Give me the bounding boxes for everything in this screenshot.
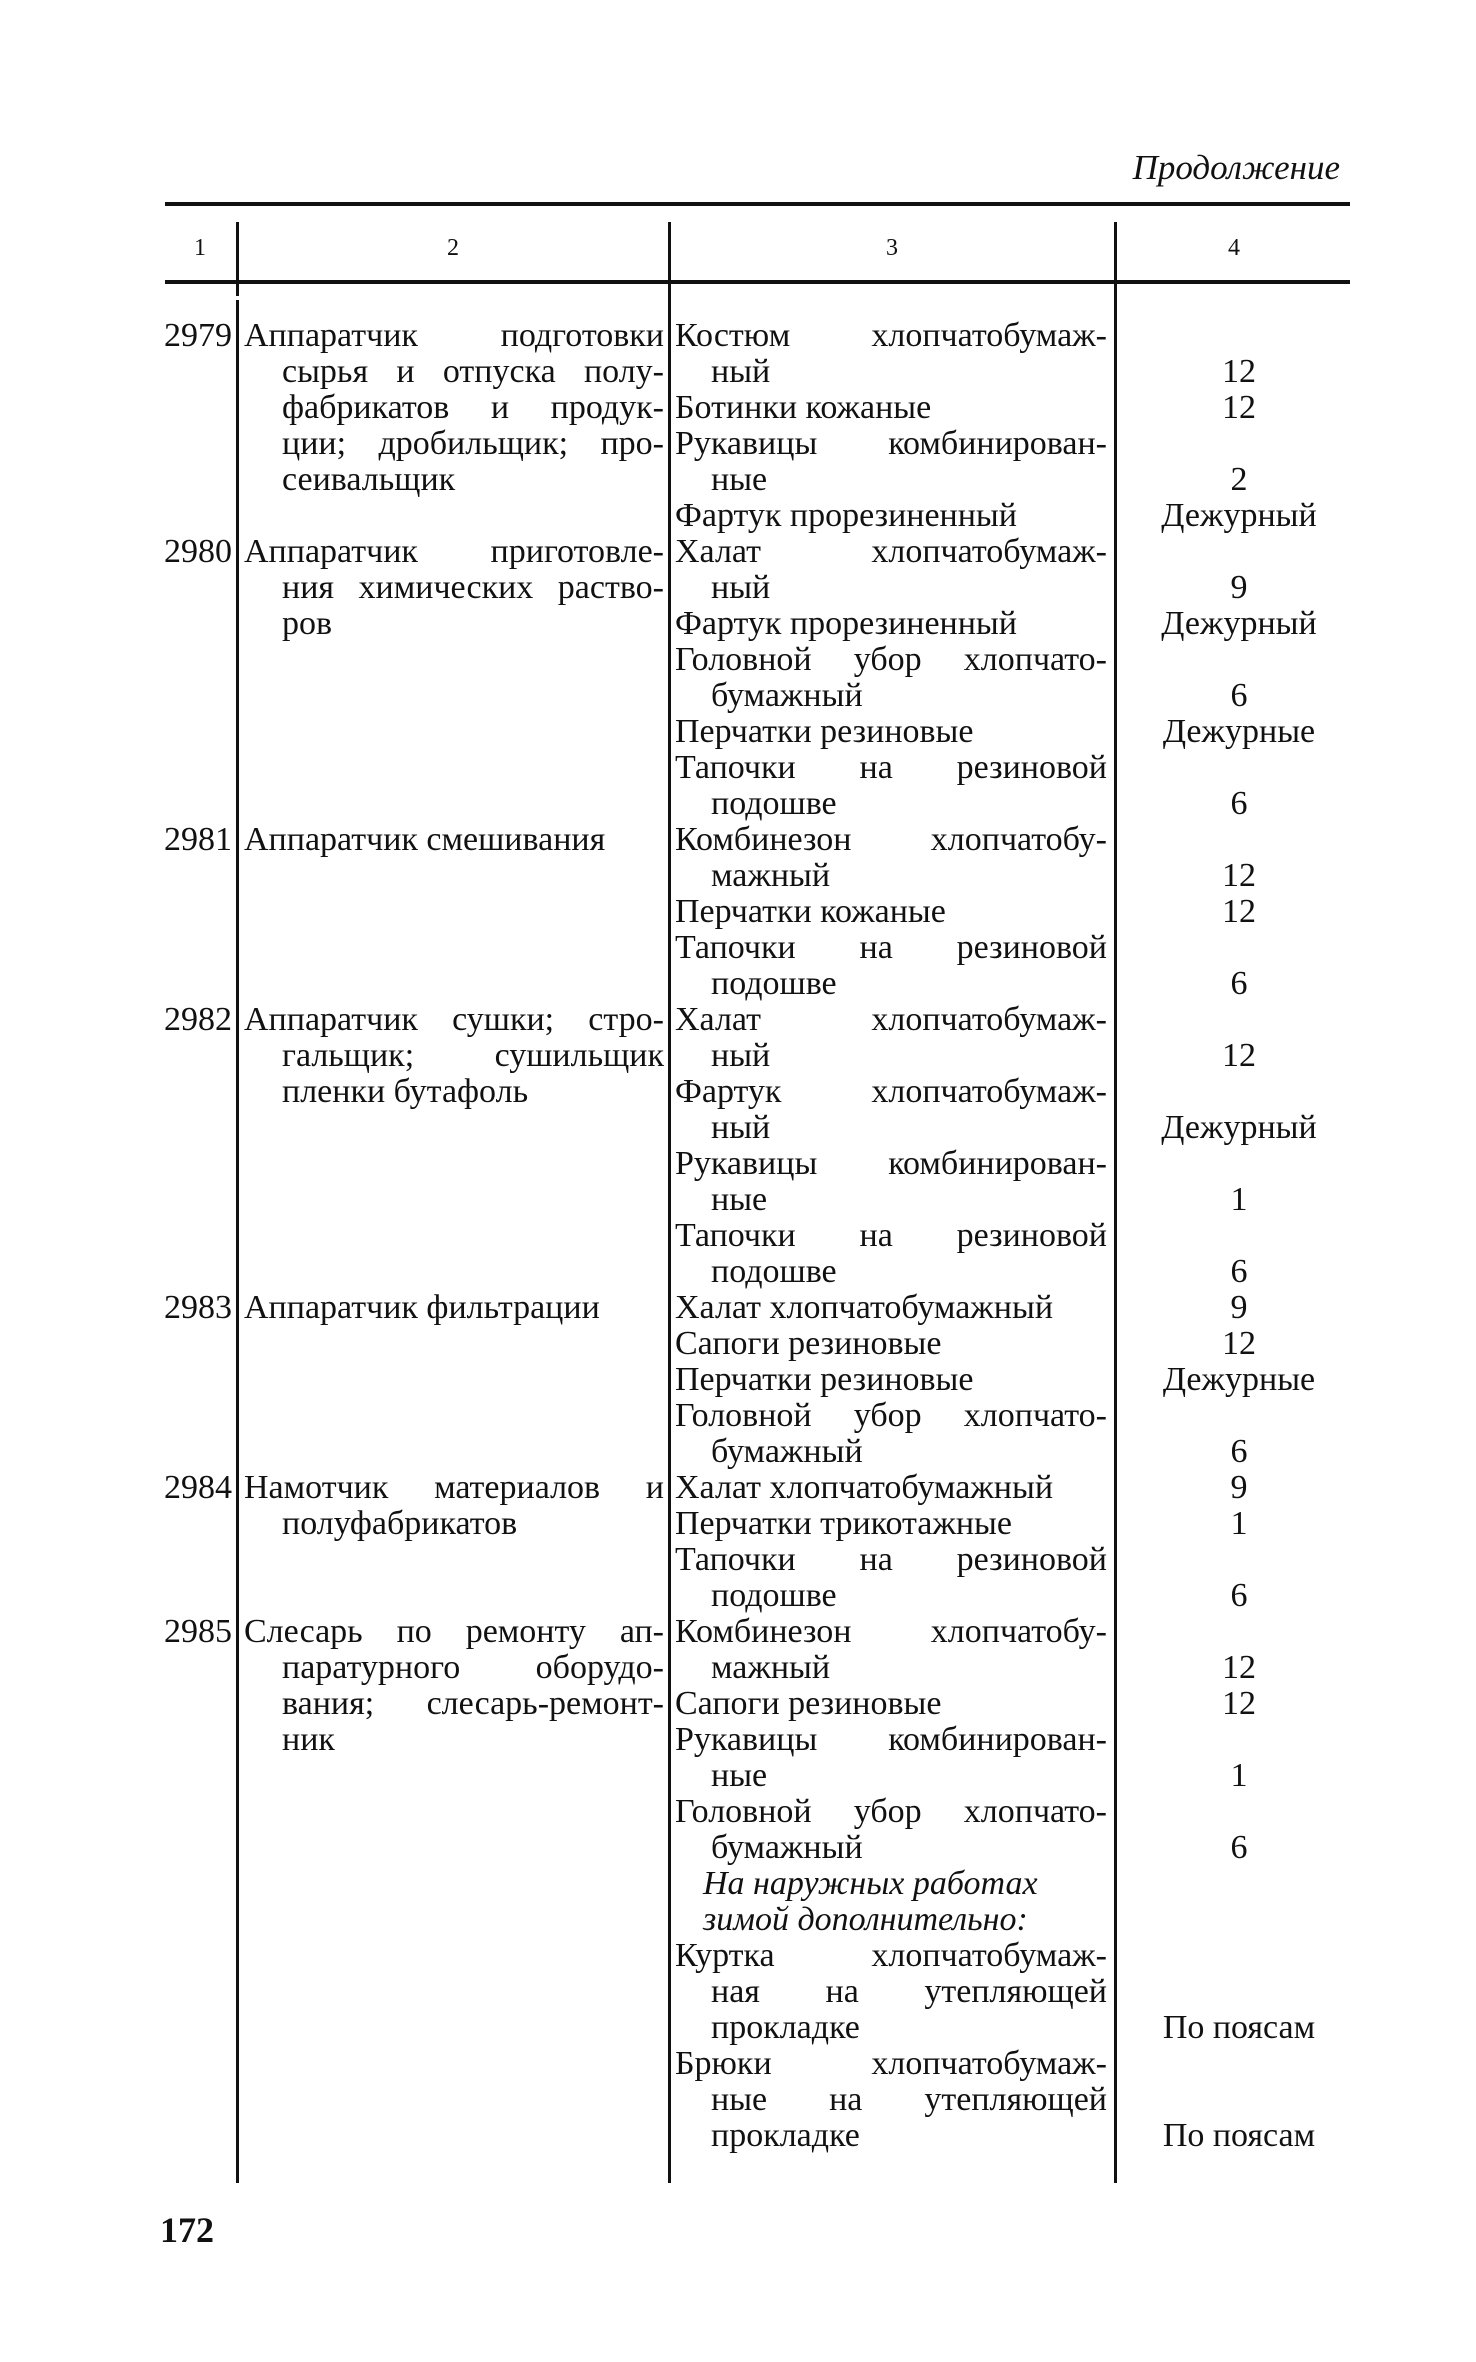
item-line: ный <box>711 1109 771 1146</box>
row-code: 2982 <box>164 1001 232 1038</box>
term-value: По поясам <box>1162 2117 1316 2154</box>
item-line: На наружных работах <box>703 1865 1038 1902</box>
profession-line: ции; дробильщик; про- <box>282 425 664 462</box>
table-top-rule <box>165 202 1350 206</box>
column-header-2: 2 <box>447 235 459 261</box>
profession-line: Аппаратчик смешивания <box>244 821 606 858</box>
item-line: мажный <box>711 1649 831 1686</box>
term-value: Дежурный <box>1161 497 1317 534</box>
item-line: бумажный <box>711 677 863 714</box>
item-line: Сапоги резиновые <box>675 1325 942 1362</box>
term-value: 1 <box>1230 1505 1248 1542</box>
item-line: Фартук прорезиненный <box>675 605 1017 642</box>
term-value: Дежурные <box>1162 713 1316 750</box>
item-line: ный <box>711 569 771 606</box>
item-line: мажный <box>711 857 831 894</box>
term-value: Дежурные <box>1162 1361 1316 1398</box>
item-line: прокладке <box>711 2009 860 2046</box>
page-number: 172 <box>160 2210 214 2250</box>
item-line: Тапочки на резиновой <box>675 749 1107 786</box>
term-value: 1 <box>1230 1757 1248 1794</box>
term-value: 12 <box>1222 1037 1256 1074</box>
item-line: Головной убор хлопчато- <box>675 1397 1107 1434</box>
item-line: подошве <box>711 965 837 1002</box>
item-line: ные <box>711 1181 768 1218</box>
item-line: ный <box>711 1037 771 1074</box>
term-value: 6 <box>1230 1253 1248 1290</box>
profession-line: пленки бутафоль <box>282 1073 529 1110</box>
item-line: бумажный <box>711 1433 863 1470</box>
item-line: подошве <box>711 1253 837 1290</box>
profession-line: Слесарь по ремонту ап- <box>244 1613 664 1650</box>
term-value: 6 <box>1230 1433 1248 1470</box>
item-line: Рукавицы комбинирован- <box>675 1145 1107 1182</box>
item-line: Халат хлопчатобумажный <box>675 1289 1054 1326</box>
item-line: подошве <box>711 785 837 822</box>
term-value: 12 <box>1222 389 1256 426</box>
column-header-1: 1 <box>194 235 206 261</box>
term-value: 6 <box>1230 965 1248 1002</box>
row-code: 2980 <box>164 533 232 570</box>
column-header-3: 3 <box>886 235 898 261</box>
item-line: Рукавицы комбинирован- <box>675 1721 1107 1758</box>
item-line: Ботинки кожаные <box>675 389 932 426</box>
term-value: 9 <box>1230 569 1248 606</box>
item-line: Фартук прорезиненный <box>675 497 1017 534</box>
profession-line: Аппаратчик подготовки <box>244 317 664 354</box>
profession-line: ник <box>282 1721 335 1758</box>
header-bottom-rule <box>165 280 1350 284</box>
item-line: Головной убор хлопчато- <box>675 1793 1107 1830</box>
profession-line: паратурного оборудо- <box>282 1649 664 1686</box>
profession-line: сырья и отпуска полу- <box>282 353 664 390</box>
item-line: ные <box>711 1757 768 1794</box>
item-line: Перчатки резиновые <box>675 1361 974 1398</box>
term-value: 2 <box>1230 461 1248 498</box>
item-line: Комбинезон хлопчатобу- <box>675 821 1107 858</box>
item-line: ная на утепляющей <box>711 1973 1107 2010</box>
term-value: 6 <box>1230 1829 1248 1866</box>
item-line: зимой дополнительно: <box>703 1901 1028 1938</box>
item-line: Тапочки на резиновой <box>675 1541 1107 1578</box>
term-value: Дежурный <box>1161 605 1317 642</box>
item-line: Головной убор хлопчато- <box>675 641 1107 678</box>
term-value: 12 <box>1222 857 1256 894</box>
term-value: 12 <box>1222 353 1256 390</box>
item-line: Перчатки резиновые <box>675 713 974 750</box>
term-value: 12 <box>1222 893 1256 930</box>
term-value: 1 <box>1230 1181 1248 1218</box>
continuation-label: Продолжение <box>1132 148 1340 187</box>
row-code: 2985 <box>164 1613 232 1650</box>
profession-line: Намотчик материалов и <box>244 1469 664 1506</box>
item-line: бумажный <box>711 1829 863 1866</box>
item-line: Брюки хлопчатобумаж- <box>675 2045 1107 2082</box>
column-divider-1 <box>236 222 239 296</box>
profession-line: ния химических раство- <box>282 569 664 606</box>
item-line: Комбинезон хлопчатобу- <box>675 1613 1107 1650</box>
row-code: 2979 <box>164 317 232 354</box>
item-line: ный <box>711 353 771 390</box>
term-value: 6 <box>1230 785 1248 822</box>
column-divider-1-body <box>236 300 239 2183</box>
item-line: Тапочки на резиновой <box>675 1217 1107 1254</box>
item-line: Халат хлопчатобумаж- <box>675 1001 1107 1038</box>
profession-line: гальщик; сушильщик <box>282 1037 664 1074</box>
item-line: Куртка хлопчатобумаж- <box>675 1937 1107 1974</box>
profession-line: полуфабрикатов <box>282 1505 518 1542</box>
item-line: Сапоги резиновые <box>675 1685 942 1722</box>
profession-line: Аппаратчик фильтрации <box>244 1289 600 1326</box>
profession-line: вания; слесарь-ремонт- <box>282 1685 664 1722</box>
item-line: Халат хлопчатобумажный <box>675 1469 1054 1506</box>
item-line: Рукавицы комбинирован- <box>675 425 1107 462</box>
term-value: 6 <box>1230 677 1248 714</box>
row-code: 2984 <box>164 1469 232 1506</box>
item-line: подошве <box>711 1577 837 1614</box>
column-header-4: 4 <box>1228 235 1240 261</box>
item-line: Тапочки на резиновой <box>675 929 1107 966</box>
term-value: 9 <box>1230 1469 1248 1506</box>
term-value: 6 <box>1230 1577 1248 1614</box>
term-value: 9 <box>1230 1289 1248 1326</box>
item-line: Перчатки кожаные <box>675 893 946 930</box>
term-value: 12 <box>1222 1649 1256 1686</box>
item-line: ные <box>711 461 768 498</box>
column-divider-2 <box>668 222 671 2183</box>
item-line: прокладке <box>711 2117 860 2154</box>
profession-line: фабрикатов и продук- <box>282 389 664 426</box>
profession-line: ров <box>282 605 333 642</box>
item-line: Костюм хлопчатобумаж- <box>675 317 1107 354</box>
item-line: Халат хлопчатобумаж- <box>675 533 1107 570</box>
item-line: Перчатки трикотажные <box>675 1505 1012 1542</box>
profession-line: Аппаратчик сушки; стро- <box>244 1001 664 1038</box>
row-code: 2981 <box>164 821 232 858</box>
row-code: 2983 <box>164 1289 232 1326</box>
term-value: 12 <box>1222 1325 1256 1362</box>
profession-line: Аппаратчик приготовле- <box>244 533 664 570</box>
item-line: ные на утепляющей <box>711 2081 1107 2118</box>
term-value: 12 <box>1222 1685 1256 1722</box>
term-value: Дежурный <box>1161 1109 1317 1146</box>
term-value: По поясам <box>1162 2009 1316 2046</box>
item-line: Фартук хлопчатобумаж- <box>675 1073 1107 1110</box>
profession-line: сеивальщик <box>282 461 456 498</box>
column-divider-3 <box>1114 222 1117 2183</box>
